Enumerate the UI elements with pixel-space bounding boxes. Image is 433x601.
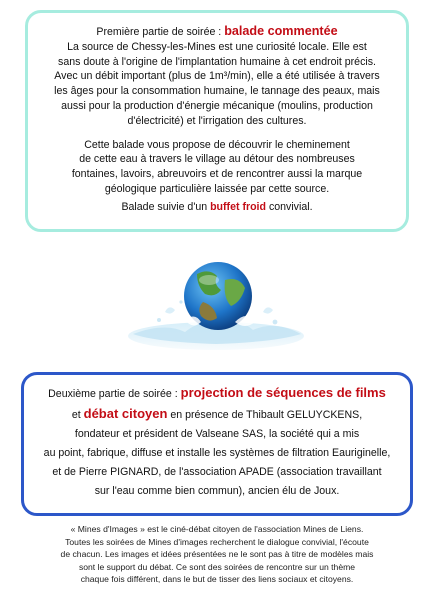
section1-p1-line: Avec un débit important (plus de 1m³/min), elle a été utilisée à travers (54, 70, 380, 83)
footer-note (30, 523, 404, 586)
section-balade (25, 10, 409, 232)
section2-line2 (30, 404, 404, 425)
section2-line: au point, fabrique, diffuse et installe les systèmes de filtration Eauriginelle, (43, 447, 391, 459)
section2-line: et de Pierre PIGNARD, de l'association APADE (association travaillant (52, 466, 382, 478)
section2-heading (30, 383, 404, 404)
closing-before: Balade suivie d'un (121, 200, 208, 213)
section1-p1-line: La source de Chessy-les-Mines est une curiosité locale. Elle est (67, 40, 367, 53)
section2-highlight1: projection de séquences de films (180, 385, 386, 400)
section1-highlight: balade commentée (224, 24, 338, 38)
section1-p1-line: aussi pour la production d'énergie mécanique (moulins, production (61, 99, 373, 112)
earth-globe-water-splash-image (125, 250, 307, 355)
section2-line: fondateur et président de Valseane SAS, la société qui a mis (74, 428, 360, 440)
line2-suffix: en présence de Thibault GELUYCKENS, (170, 409, 363, 421)
section2-line: sur l'eau comme bien commun), ancien élu de Joux. (94, 485, 340, 497)
closing-after: convivial. (268, 200, 313, 213)
section1-lead: Première partie de soirée : (96, 26, 222, 38)
section1-p2-line: Cette balade vous propose de découvrir le cheminement (84, 138, 350, 151)
footer-line: Toutes les soirées de Mines d'images recherchent le dialogue convivial, l'écoute (65, 536, 369, 547)
section-projection (21, 372, 413, 516)
footer-line: de chacun. Les images et idées présentées ne le sont pas à titre de modèles mais (60, 549, 374, 560)
section1-p1-line: les âges pour la consommation humaine, le tannage des peaux, mais (54, 85, 380, 98)
footer-line: chaque fois différent, dans le but de tisser des liens sociaux et citoyens. (80, 574, 354, 585)
section2-highlight2: débat citoyen (83, 406, 168, 421)
section1-p2-line: de cette eau à travers le village au détour des nombreuses (79, 153, 355, 166)
section2-lead: Deuxième partie de soirée : (48, 388, 178, 400)
section1-heading (36, 24, 398, 40)
section1-p2-line: fontaines, lavoirs, abreuvoirs et de rencontrer aussi la marque (71, 168, 363, 181)
line2-prefix: et (71, 409, 81, 421)
section1-closing (36, 200, 398, 215)
footer-line: « Mines d'Images » est le ciné-débat citoyen de l'association Mines de Liens. (70, 524, 364, 534)
closing-highlight: buffet froid (210, 200, 266, 213)
section1-p2-line: géologique particulière laissée par cette source. (104, 182, 330, 195)
section1-p1-line: sans doute à l'origine de l'implantation humaine à cet endroit précis. (58, 55, 376, 68)
footer-line: sont le support du débat. Ce sont des soirées de rencontre sur un thème (78, 561, 356, 572)
section1-p1-line: d'électricité) et l'irrigation des cultures. (127, 114, 307, 127)
